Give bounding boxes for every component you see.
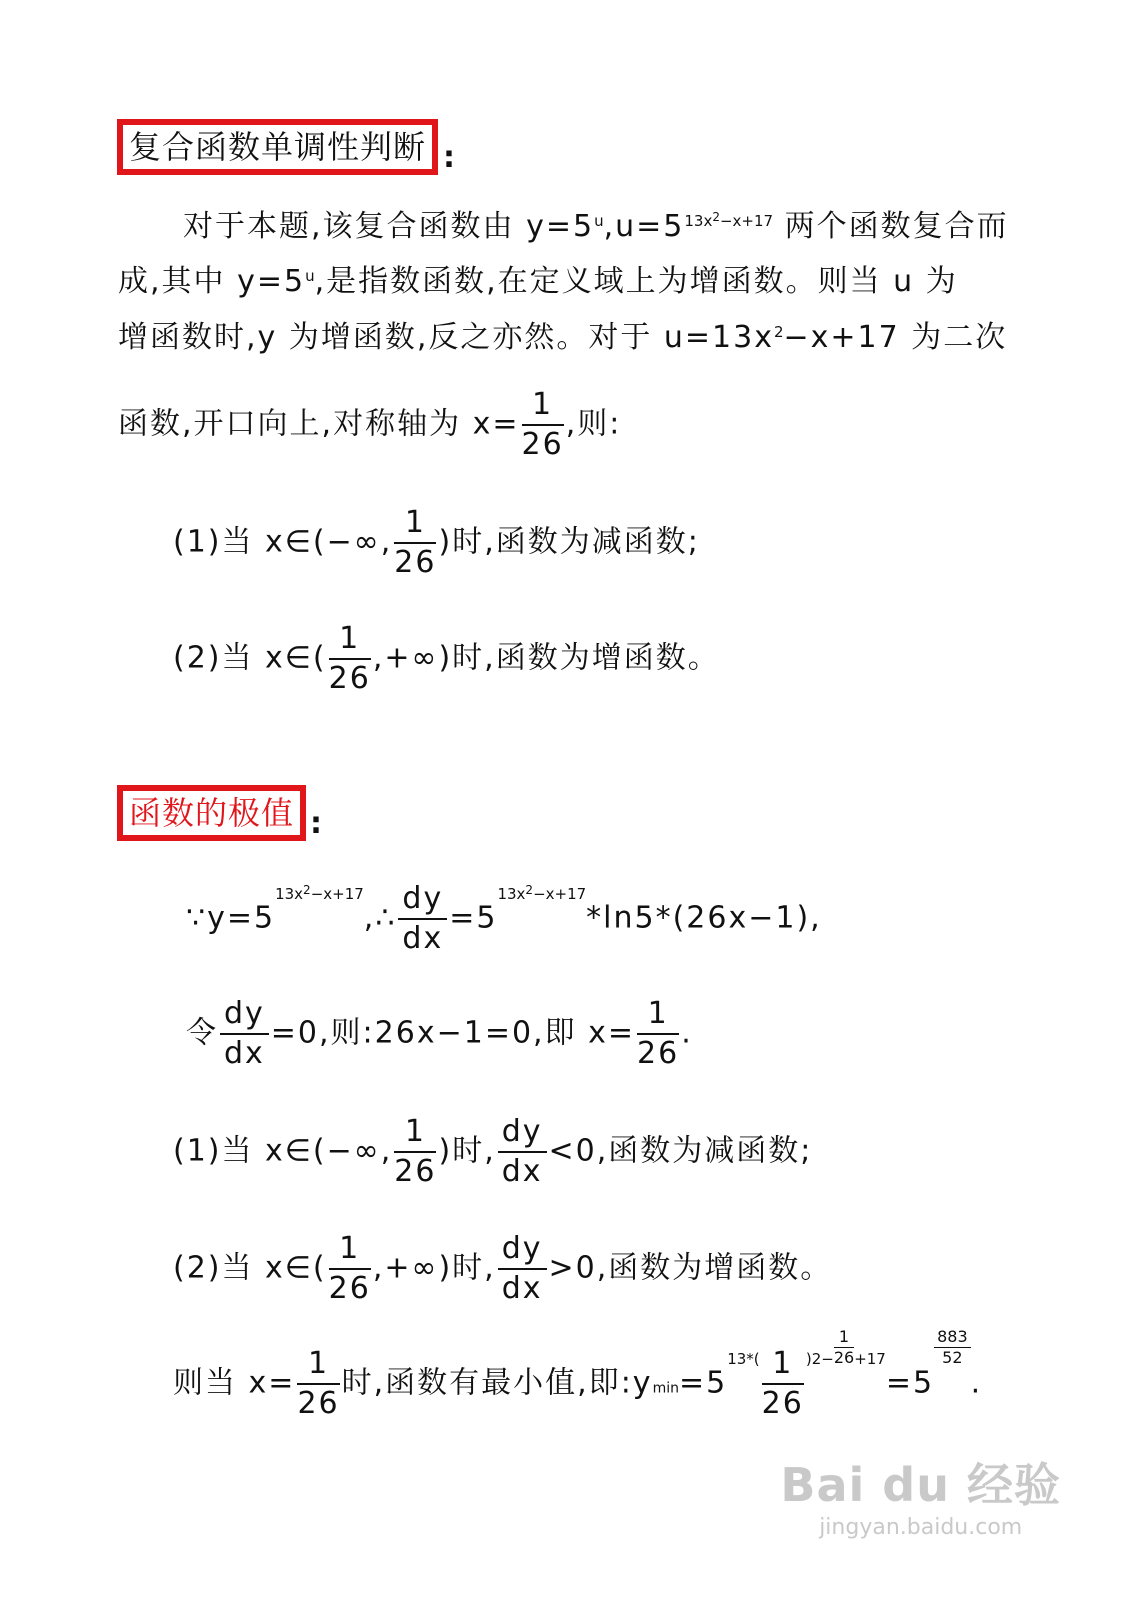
- heading-text: 函数的极值: [129, 794, 295, 832]
- fraction: $\frac{1}{26}$: [521, 387, 564, 462]
- derivative-case-1: (1)当 x∈(−∞, $\frac{1}{26}$ )时, $\frac{dy}{dx}$ <0,函数为减函数;: [173, 1114, 813, 1189]
- case-2-increasing: (2)当 x∈( $\frac{1}{26}$ ,+∞)时,函数为增函数。: [173, 621, 720, 696]
- paragraph-line-4: 函数,开口向上,对称轴为 x= $\frac{1}{26}$ ,则:: [118, 387, 622, 462]
- fraction: $\frac{1}{26}$: [328, 1231, 371, 1306]
- paragraph-line-1: 对于本题,该复合函数由 $y=5^u,u=5^{13x^2-x+17}$ 两个函数复合而: [183, 209, 1009, 244]
- heading-colon: :: [310, 806, 322, 841]
- heading-text: 复合函数单调性判断: [129, 128, 427, 166]
- fraction: $\frac{dy}{dx}$: [398, 880, 447, 958]
- section-heading-monotonicity: [117, 119, 438, 175]
- paragraph-line-3: 增函数时,y 为增函数,反之亦然。对于 $u=13x^2-x+17$ 为二次: [118, 320, 1008, 355]
- fraction: $\frac{1}{26}$: [394, 505, 437, 580]
- derivative-line: $\because y=5^{13x^2-x+17},\therefore$ $\frac{dy}{dx}$ $=5^{13x^2-x+17}*\ln 5*(26x-1)$,: [186, 881, 822, 956]
- paragraph-line-2: 成,其中 $y=5^u$,是指数函数,在定义域上为增函数。则当 u 为: [118, 264, 958, 299]
- fraction: $\frac{1}{26}$: [761, 1346, 804, 1421]
- critical-point-line: 令 $\frac{dy}{dx}$ =0,则:26x−1=0,即 x= $\frac{1}{26}$ .: [186, 996, 693, 1071]
- fraction: $\frac{dy}{dx}$: [220, 995, 269, 1073]
- section-heading-extrema: [117, 785, 306, 841]
- heading-colon: :: [443, 140, 455, 175]
- small-fraction: $\frac{883}{52}$: [934, 1327, 971, 1368]
- fraction: $\frac{1}{26}$: [297, 1346, 340, 1421]
- fraction: $\frac{dy}{dx}$: [498, 1230, 547, 1308]
- derivative-case-2: (2)当 x∈( $\frac{1}{26}$ ,+∞)时, $\frac{dy}{dx}$ >0,函数为增函数。: [173, 1231, 833, 1306]
- fraction: $\frac{1}{26}$: [328, 621, 371, 696]
- baidu-jingyan-watermark: [780, 1449, 1061, 1540]
- small-fraction: $\frac{1}{26}$: [833, 1327, 855, 1367]
- case-1-decreasing: (1)当 x∈(−∞, $\frac{1}{26}$ )时,函数为减函数;: [173, 505, 700, 580]
- watermark-url: jingyan.baidu.com: [819, 1515, 1023, 1540]
- watermark-brand: Bai du 经验: [780, 1458, 1061, 1512]
- fraction: $\frac{1}{26}$: [394, 1114, 437, 1189]
- fraction: $\frac{dy}{dx}$: [498, 1113, 547, 1191]
- fraction: $\frac{1}{26}$: [637, 996, 680, 1071]
- minimum-value-line: 则当 x= $\frac{1}{26}$ 时,函数有最小值,即$:ymin=5^{13*(}$ $\frac{1}{26}$ $^{)2-}$ $\frac{1}{26}$ $^{+17}$=5 $\frac{883}{52}$ .: [173, 1327, 983, 1421]
